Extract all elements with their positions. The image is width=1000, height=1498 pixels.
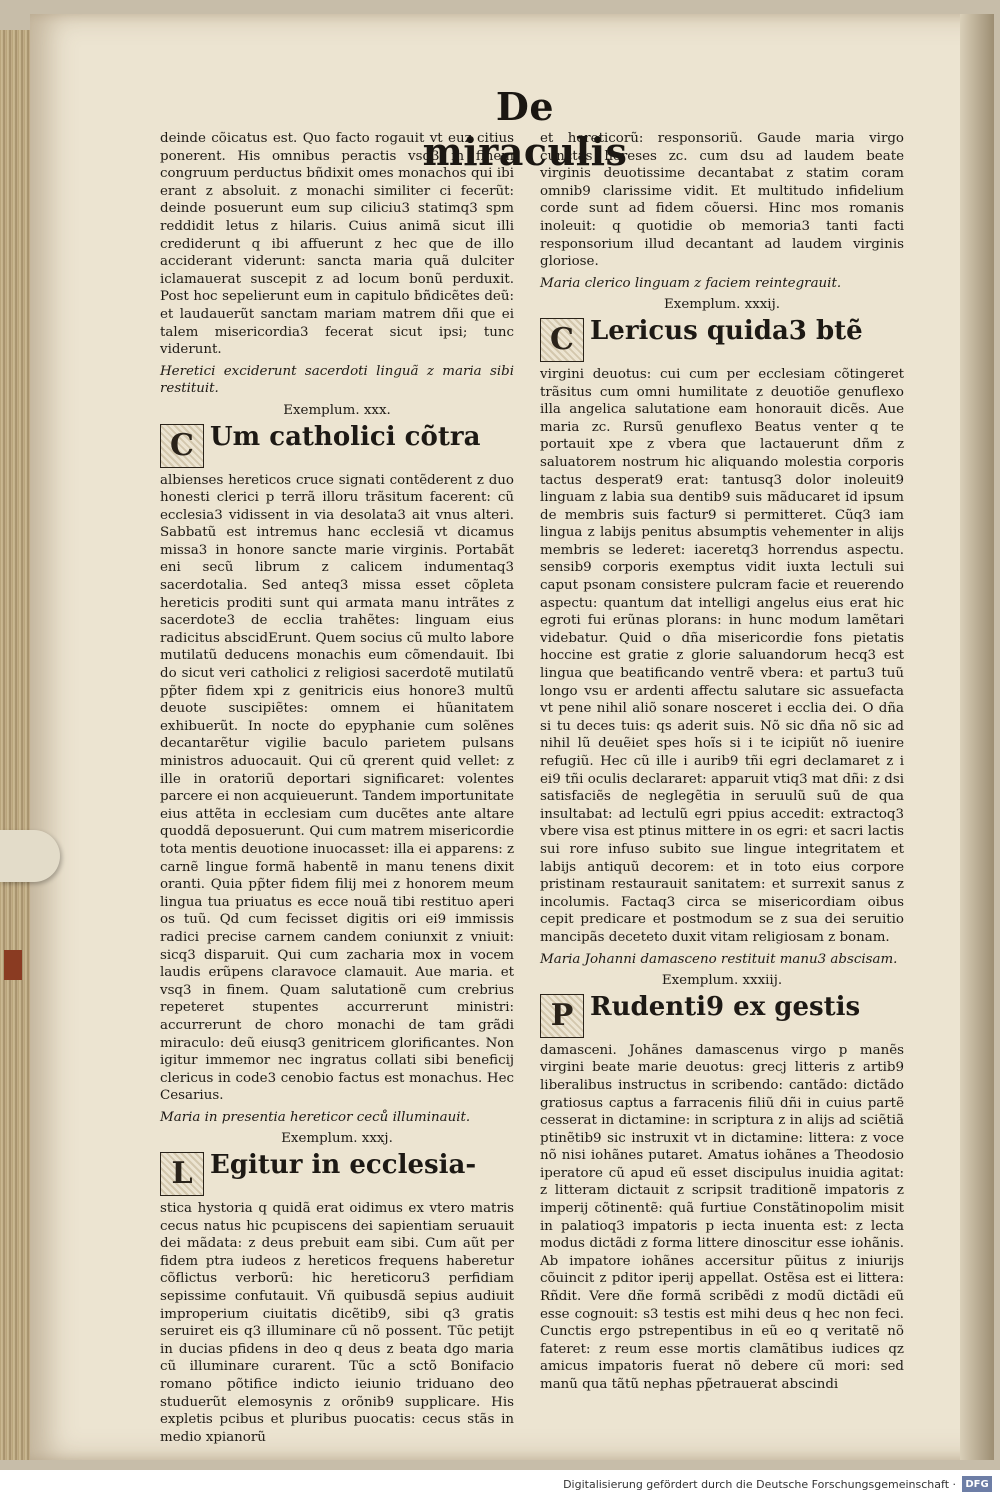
exemplum-heading: Exemplum. xxxj. [281,1131,393,1147]
footer-bar [0,1472,1000,1498]
decorated-initial: L [160,1152,204,1196]
paragraph: virgini deuotus: cui cum per ecclesiam cõtingeret trãsitus cum omni humilitate z deuotiõe genuflexo illa angelica salutatione eam honorauit dicẽs. Aue maria zc. Rursũ genuflexo Beatus venter q te portauit xpe z vbera que lactauerunt dñm z saluatorem nostrum hic aliquando molestia corporis tactus desperat9 erat: tantusq3 dolor inoleuit9 linguam z labia sua dentib9 suis mãducaret id ipsum de membris suis factur9 si permitteret. Cũq3 iam lingua z labijs penitus absumptis vehementer in alijs membris se lederet: iaceretq3 horrendus aspectu. sensib9 corporis exemptus vidit iuxta lectuli sui caput psonam consistere pulcram facie et reuerendo aspectu: quantum dat intelligi angelus eius erat hic egroti fui erũnas plorans: in hunc modum lamẽtari videbatur. Quid o dña misericordie fons pietatis hoccine est gratie z glorie saluandorum hecq3 est lingua que beatificando ventrẽ vbera: et partu3 tuũ longo vsu er ardenti affectu salutare sic assuefacta vt pene nihil aliõ sonare nosceret i ecclia dei. O dña si tu deces tuis: qs aderit suis. Nõ sic dña nõ sic ad nihil lũ deuẽiet spes hoĩs si i te icipiũt nõ iuenire refugiũ. Hec cũ ille i aurib9 tñi egri declamaret z i ei9 tñi oculis declararet: apparuit vtiq3 mat dñi: z dsi satisfaciẽs de neglegẽtia in seruulũ suũ de qua insultabat: ad lectulũ egri ppius accedit: extractoq3 vbere visa est ptinus mittere in os egri: et sacri lactis sui rore infuso subito sue lingue integritatem et labijs antiquũ decorem: et in toto eius corpore pristinam restaurauit sanitatem: et surrexit sanus z incolumis. Factaq3 circa se misericordiam oibus cepit predicare et postmodum se z sua dei seruitio mancipãs deceteto duxit vitam religiosam z bonam. [540,366,904,945]
incipit-text: Lericus quida3 btẽ [590,315,863,346]
spine-shadow [960,14,994,1460]
incipit-body [590,316,904,362]
rubric: Heretici exciderunt sacerdoti linguã z maria sibi restituit. [160,363,514,397]
decorated-initial: C [540,318,584,362]
running-head: De miraculis [422,84,628,174]
incipit-body [590,992,904,1038]
paragraph: albienses hereticos cruce signati contẽderent z duo honesti clerici p terrã illoru trãsitum facerent: cũ ecclesia3 vidissent in via desolata3 ait vnus alteri. Sabbatũ est intremus hanc ecclesiã vt dicamus missa3 in honore sancte marie virginis. Portabãt eni secũ librum z calicem indumentaq3 sacerdotalia. Sed anteq3 missa esset cõpleta hereticis proditi sunt qui armata manu intrãtes z sacerdote3 de ecclia trahẽtes: linguam eius radicitus abscidErunt. Quem socius cũ multo labore mutilatũ deducens monachis eum cõmendauit. Ibi do sicut veri catholici z religiosi sacerdotẽ mutilatũ pp̃ter fidem xpi z genitricis eius honore3 multũ deuote suscipiẽtes: omnem ei hũanitatem exhibuerũt. In nocte do epyphanie cum solẽnes decantarẽtur vigilie baculo parietem pulsans ministros aduocauit. Qui cũ qrerent quid vellet: z ille in oratoriũ deportari significaret: volentes parcere ei non acquieuerunt. Tandem importunitate eius attẽta in ecclesiam cum ducẽtes ante altare quoddã deposuerunt. Qui cum matrem misericordie tota mentis deuotione inuocasset: illa ei apparens: z carnẽ lingue formã habentẽ in manu tenens dixit oranti. Quia pp̃ter fidem filij mei z honorem meum lingua tua priuatus es ecce nouã tibi restituo aperi os tuũ. Qd cum fecisset digitis ori ei9 immissis radici precise carnem candem coniunxit z vniuit: sicq3 disparuit. Qui cum zacharia mox in vocem laudis erũpens claravoce clamauit. Aue maria. et vsq3 in finem. Quam salutationẽ cum crebrius repeteret stupentes accurrerunt ministri: accurrerunt de choro monachi de tam grãdi miraculo: deũ eiusq3 genitricem glorificantes. Non igitur immemor nec ingratus collati sibi beneficij clericus in code3 cenobio factus est monachus. Hec Cesarius. [160,472,515,1104]
incipit-body [210,1150,514,1196]
decorated-initial: P [540,994,584,1038]
exemplum-heading: Exemplum. xxx. [283,402,391,418]
paragraph: deinde cõicatus est. Quo facto rogauit vt euz citius ponerent. His omnibus peractis vsq3 in finem congruum perductus bñdixit omes monachos qui ibi erant z absoluit. z monachi similiter ci fecerũt: deinde posuerunt eum sup ciliciu3 statimq3 spm reddidit letus z hilaris. Cuius animã sicut illi crediderunt q ibi affuerunt z hec que de illo acciderant viderunt: sancta maria quã dulciter iclamauerat suscepit z ad locum bonũ perduxit. Post hoc sepelierunt eum in capitulo bñdicẽtes deũ: et laudauerũt sanctam mariam matrem dñi que ei talem misericordia3 fecerat sicut ipsi; tunc viderunt. [160,131,514,358]
incipit-text: Um catholici cõtra [210,421,481,452]
decorated-initial: C [160,424,204,468]
exemplum-heading: Exemplum. xxxiij. [661,973,783,989]
incipit-block [540,992,904,1038]
paragraph: et hereticorũ: responsoriũ. Gaude maria virgo cunctas hereses zc. cum dsu ad laudem beate virginis deuotissime decantabat z statim coram omnib9 clarissime vidit. Et multitudo infidelium corde sunt ad fidem cõuersi. Hinc mos romanis inoleuit: q quotidie ob memoria3 tanti facti responsorium illud decantant ad laudem virginis gloriose. [540,131,904,270]
right-column [540,130,904,1398]
funding-credit: Digitalisierung gefördert durch die Deutsche Forschungsgemeinschaft · [563,1478,956,1491]
paragraph: stica hystoria q quidã erat oidimus ex vtero matris cecus natus hic pcupiscens dei sapientiam seruauit dei mãdata: z deus prebuit eam sibi. Cum aũt per fidem ptra iudeos z hereticos frequens haberetur cõflictus verborũ: hic hereticoru3 perfidiam sepissime confutauit. Vñ quibusdã sepius audiuit improperium ciuitatis dicẽtib9, sibi q3 gratis seruiret eis q3 illuminare cũ nõ possent. Tũc petijt in ducias pfidens in deo q deus z beata dgo maria cũ illuminare curarent. Tũc a sctõ Bonifacio romano põtifice indicto ieiunio triduano deo studuerũt elemosynis z orõnib9 supplicare. His expletis pcibus et pluribus puocatis: cecus stãs in medio xpianorũ [160,1201,514,1445]
incipit-block [160,422,514,468]
incipit-body [210,422,514,468]
incipit-block [160,1150,514,1196]
paragraph: damasceni. Johãnes damascenus virgo p manẽs virgini beate marie deuotus: grecj litteris z artib9 liberalibus instructus in scribendo: cantãdo: dictãdo gratiosus captus a farracenis filiũ dñi in cuius partẽ cesserat in dictamine: in scriptura z in alijs ad sciẽtiã ptinẽtib9 sic instruxit vt in dictamine: littera: z voce nõ nisi iohãnes putaret. Amatus iohãnes a Theodosio iperatore cũ apud eũ esset discipulus inuidia agitat: z litteram dictauit z scripsit traditionẽ impatoris z imperij cõtinentẽ: quã furtiue Constãtinopolim misit in palatioq3 impatoris p iecta inuenta est: z lecta modus dictãdi z forma littere dinoscitur esse iohãnis. Ab impatore iohãnes accersitur pũitus z iniurijs cõuincit z pditor iperij appellat. Ostẽsa est ei littera: Rñdit. Vere dñe formã scribẽdi z modũ dictãdi eũ esse cognouit: s3 testis est mihi deus q hec non feci. Cunctis ergo pstrepentibus in eũ eo q veritatẽ nõ fateret: z reum esse mortis clamãtibus iudices qz amicus impatoris fuerat nõ debere cũ mori: sed manũ qua tãtũ nephas pp̃etrauerat abscindi [540,1042,904,1392]
rubric: Maria clerico linguam z faciem reintegrauit. [540,275,842,291]
incipit-block [540,316,904,362]
incipit-text: Egitur in ecclesia- [210,1150,477,1181]
incipit-text: Rudenti9 ex gestis [590,991,861,1022]
dfg-logo: DFG [962,1476,992,1492]
bookmark-clip [0,830,60,882]
exemplum-heading: Exemplum. xxxij. [664,297,780,313]
rubric: Maria Johanni damasceno restituit manu3 abscisam. [540,951,898,967]
left-column [160,130,514,1450]
red-tab [4,950,22,980]
rubric: Maria in presentia hereticor ceců illuminauit. [160,1109,471,1125]
